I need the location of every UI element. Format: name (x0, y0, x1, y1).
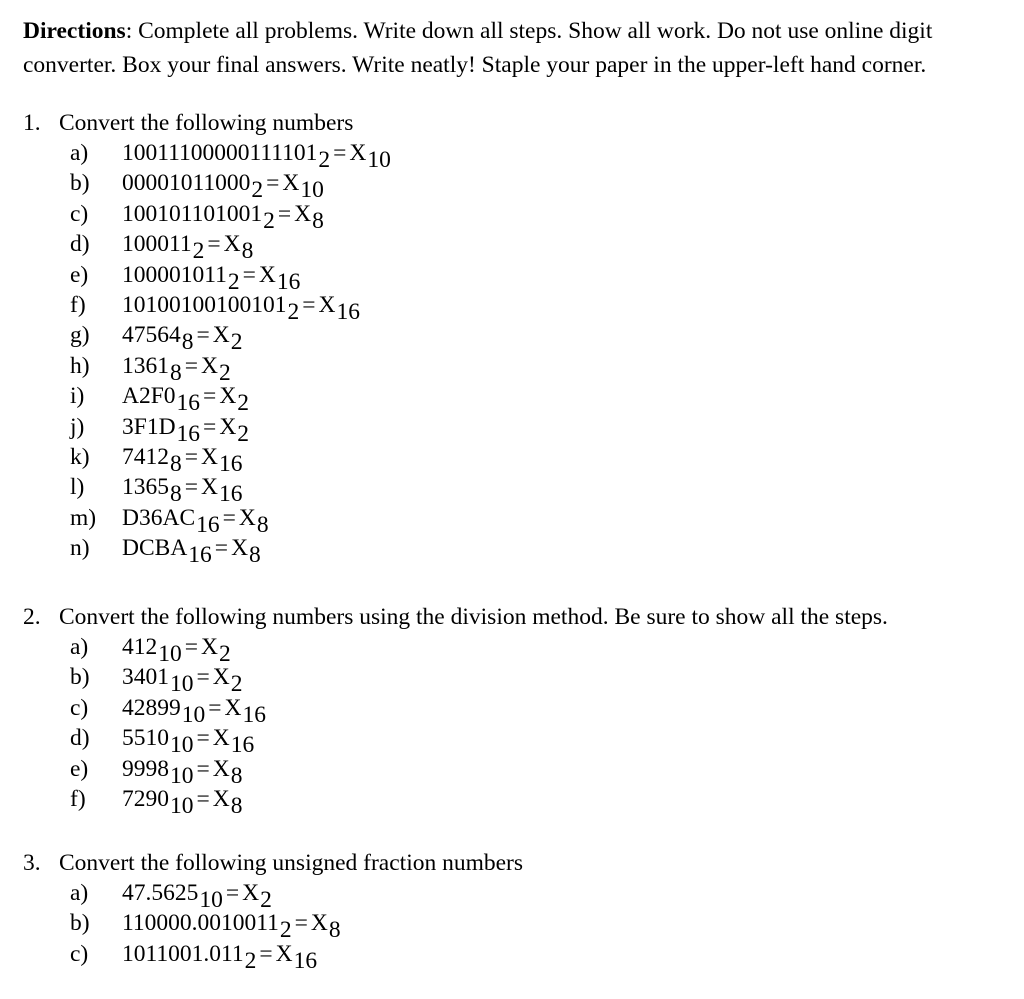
conversion-item (70, 260, 1013, 295)
equals-sign: = (214, 535, 229, 562)
item-value: A2F0 (122, 383, 176, 410)
equals-sign: = (184, 634, 199, 660)
item-to-base: 10 (300, 177, 324, 204)
equals-sign: = (207, 231, 221, 258)
item-from-base: 16 (176, 420, 201, 447)
item-letter: a) (70, 140, 89, 166)
item-variable: X (231, 535, 249, 562)
conversion-item (70, 199, 1013, 234)
item-variable: X (212, 755, 230, 782)
item-from-base: 2 (251, 177, 264, 204)
item-from-base: 16 (196, 511, 220, 538)
item-value: 5510 (122, 725, 169, 752)
item-from-base: 8 (181, 329, 194, 356)
item-value: 100101101001 (122, 200, 263, 227)
equals-sign: = (184, 474, 199, 501)
item-value: 10011100000111101 (122, 140, 318, 166)
item-variable: X (212, 725, 230, 752)
item-to-base: 16 (336, 298, 360, 325)
equals-sign: = (294, 910, 308, 937)
item-to-base: 10 (367, 147, 391, 173)
item-letter: e) (70, 755, 89, 782)
item-letter: i) (70, 383, 85, 410)
equals-sign: = (266, 170, 280, 197)
item-variable: X (294, 200, 312, 227)
item-variable: X (219, 383, 237, 410)
conversion-item (70, 290, 1013, 325)
problem-title: Convert the following numbers (59, 110, 354, 136)
item-value: 1361 (122, 352, 169, 379)
equals-sign: = (277, 200, 292, 227)
item-from-base: 10 (158, 641, 182, 667)
directions-text: : Complete all problems. Write down all steps. Show all work. Do not use online digit converter. Box your final answers. Write neatly! Staple your paper in the upper-left hand corner. (23, 18, 933, 78)
conversion-item (70, 723, 1013, 759)
item-letter: f) (70, 785, 86, 812)
problem-3 (23, 848, 1013, 974)
item-value: 7412 (122, 443, 169, 470)
item-variable: X (310, 910, 328, 937)
item-variable: X (201, 634, 218, 660)
item-to-base: 2 (230, 671, 243, 698)
item-letter: d) (70, 725, 90, 752)
problem-number: 3. (23, 850, 41, 876)
item-variable: X (212, 322, 230, 349)
item-variable: X (219, 413, 237, 440)
conversion-item (70, 138, 1013, 173)
item-letter: l) (70, 474, 85, 501)
item-letter: c) (70, 694, 89, 721)
item-to-base: 16 (276, 268, 301, 295)
equals-sign: = (203, 413, 217, 440)
problem-title: Convert the following numbers using the division method. Be sure to show all the steps. (59, 604, 888, 630)
conversion-item (70, 320, 1013, 356)
item-from-base: 2 (318, 147, 331, 173)
conversion-item (70, 503, 1013, 538)
item-from-base: 8 (170, 359, 182, 386)
item-to-base: 16 (219, 450, 243, 477)
item-from-base: 2 (287, 298, 300, 325)
equals-sign: = (184, 352, 199, 379)
equals-sign: = (203, 383, 217, 410)
problem-items (70, 138, 1013, 569)
item-value: 100011 (122, 231, 192, 258)
item-to-base: 8 (312, 207, 324, 234)
equals-sign: = (196, 725, 210, 752)
item-from-base: 2 (263, 207, 275, 234)
item-value: 42899 (122, 694, 181, 721)
item-to-base: 16 (230, 732, 255, 759)
item-variable: X (223, 231, 241, 258)
item-value: 47564 (122, 322, 181, 349)
item-from-base: 8 (170, 481, 182, 508)
conversion-item (70, 662, 1013, 698)
equals-sign: = (196, 664, 210, 691)
item-letter: e) (70, 261, 89, 288)
item-to-base: 8 (328, 917, 341, 944)
conversion-item (70, 939, 1013, 974)
item-from-base: 2 (192, 238, 205, 265)
conversion-item (70, 351, 1013, 386)
item-to-base: 2 (230, 329, 243, 356)
conversion-item (70, 784, 1013, 819)
item-to-base: 2 (219, 359, 231, 386)
item-value: 3401 (122, 664, 169, 691)
item-letter: f) (70, 291, 86, 318)
conversion-item (70, 632, 1013, 667)
item-value: 1011001.011 (122, 940, 244, 967)
item-letter: a) (70, 880, 89, 906)
item-to-base: 16 (219, 481, 243, 508)
item-variable: X (282, 170, 300, 197)
item-to-base: 16 (293, 947, 318, 974)
equals-sign: = (184, 443, 199, 470)
item-to-base: 2 (237, 390, 250, 417)
item-value: 00001011000 (122, 170, 251, 197)
item-variable: X (201, 352, 218, 379)
item-variable: X (318, 291, 336, 318)
item-from-base: 2 (227, 268, 240, 295)
item-from-base: 10 (181, 701, 206, 728)
item-variable: X (212, 785, 230, 812)
item-to-base: 2 (219, 641, 231, 667)
problem-number: 2. (23, 604, 41, 630)
item-from-base: 16 (176, 390, 201, 417)
conversion-item (70, 229, 1013, 265)
item-letter: c) (70, 940, 89, 967)
equals-sign: = (196, 755, 210, 782)
item-to-base: 8 (241, 238, 254, 265)
equals-sign: = (196, 785, 210, 812)
item-variable: X (201, 443, 218, 470)
item-value: 9998 (122, 755, 169, 782)
item-variable: X (242, 880, 260, 906)
conversion-item (70, 412, 1013, 447)
item-variable: X (201, 474, 218, 501)
item-to-base: 8 (230, 762, 243, 789)
item-value: DCBA (122, 535, 188, 562)
item-value: 3F1D (122, 413, 176, 440)
problem-title: Convert the following unsigned fraction numbers (59, 850, 524, 876)
item-letter: k) (70, 443, 90, 470)
item-from-base: 10 (170, 792, 194, 819)
conversion-item (70, 472, 1013, 508)
conversion-item (70, 878, 1013, 913)
item-from-base: 10 (170, 732, 194, 759)
problem-items (70, 878, 1013, 974)
item-value: 7290 (122, 785, 169, 812)
item-to-base: 2 (237, 420, 250, 447)
item-letter: m) (70, 504, 97, 531)
item-letter: a) (70, 634, 89, 660)
directions-label: Directions (23, 18, 126, 44)
conversion-item (70, 693, 1013, 728)
item-letter: n) (70, 535, 90, 562)
problem-items (70, 632, 1013, 819)
problem-1 (23, 108, 1013, 569)
item-value: 412 (122, 634, 158, 660)
item-variable: X (275, 940, 293, 967)
equals-sign: = (225, 880, 240, 906)
item-letter: c) (70, 200, 89, 227)
item-from-base: 16 (188, 542, 212, 569)
problem-heading (23, 108, 1013, 138)
problem-heading (23, 848, 1013, 878)
item-value: 100001011 (122, 261, 227, 288)
equals-sign: = (208, 694, 222, 721)
equals-sign: = (242, 261, 256, 288)
item-to-base: 8 (230, 792, 243, 819)
problem-heading (23, 602, 1013, 632)
conversion-item (70, 754, 1013, 789)
problem-number: 1. (23, 110, 41, 136)
item-value: 10100100100101 (122, 291, 287, 318)
item-from-base: 2 (244, 947, 257, 974)
item-letter: b) (70, 664, 90, 691)
equals-sign: = (222, 504, 236, 531)
item-to-base: 8 (256, 511, 269, 538)
equals-sign: = (196, 322, 210, 349)
item-to-base: 16 (242, 701, 266, 728)
item-variable: X (349, 140, 367, 166)
item-variable: X (258, 261, 276, 288)
item-from-base: 10 (170, 762, 194, 789)
item-from-base: 8 (170, 450, 182, 477)
equals-sign: = (259, 940, 273, 967)
conversion-item (70, 381, 1013, 417)
item-from-base: 10 (170, 671, 194, 698)
item-letter: j) (70, 413, 85, 440)
item-letter: b) (70, 170, 90, 197)
item-from-base: 2 (279, 917, 292, 944)
item-variable: X (212, 664, 230, 691)
item-letter: h) (70, 352, 90, 379)
item-from-base: 10 (199, 887, 223, 913)
equals-sign: = (333, 140, 347, 166)
problem-2 (23, 602, 1013, 819)
item-variable: X (238, 504, 256, 531)
item-letter: g) (70, 322, 90, 349)
item-to-base: 8 (249, 542, 261, 569)
item-value: 110000.0010011 (122, 910, 279, 937)
item-value: 1365 (122, 474, 169, 501)
item-to-base: 2 (260, 887, 272, 913)
conversion-item (70, 442, 1013, 477)
conversion-item (70, 168, 1013, 204)
item-value: 47.5625 (122, 880, 199, 906)
equals-sign: = (302, 291, 316, 318)
directions-paragraph (23, 14, 1013, 82)
item-variable: X (224, 694, 242, 721)
item-value: D36AC (122, 504, 196, 531)
item-letter: b) (70, 910, 90, 937)
item-letter: d) (70, 231, 90, 258)
